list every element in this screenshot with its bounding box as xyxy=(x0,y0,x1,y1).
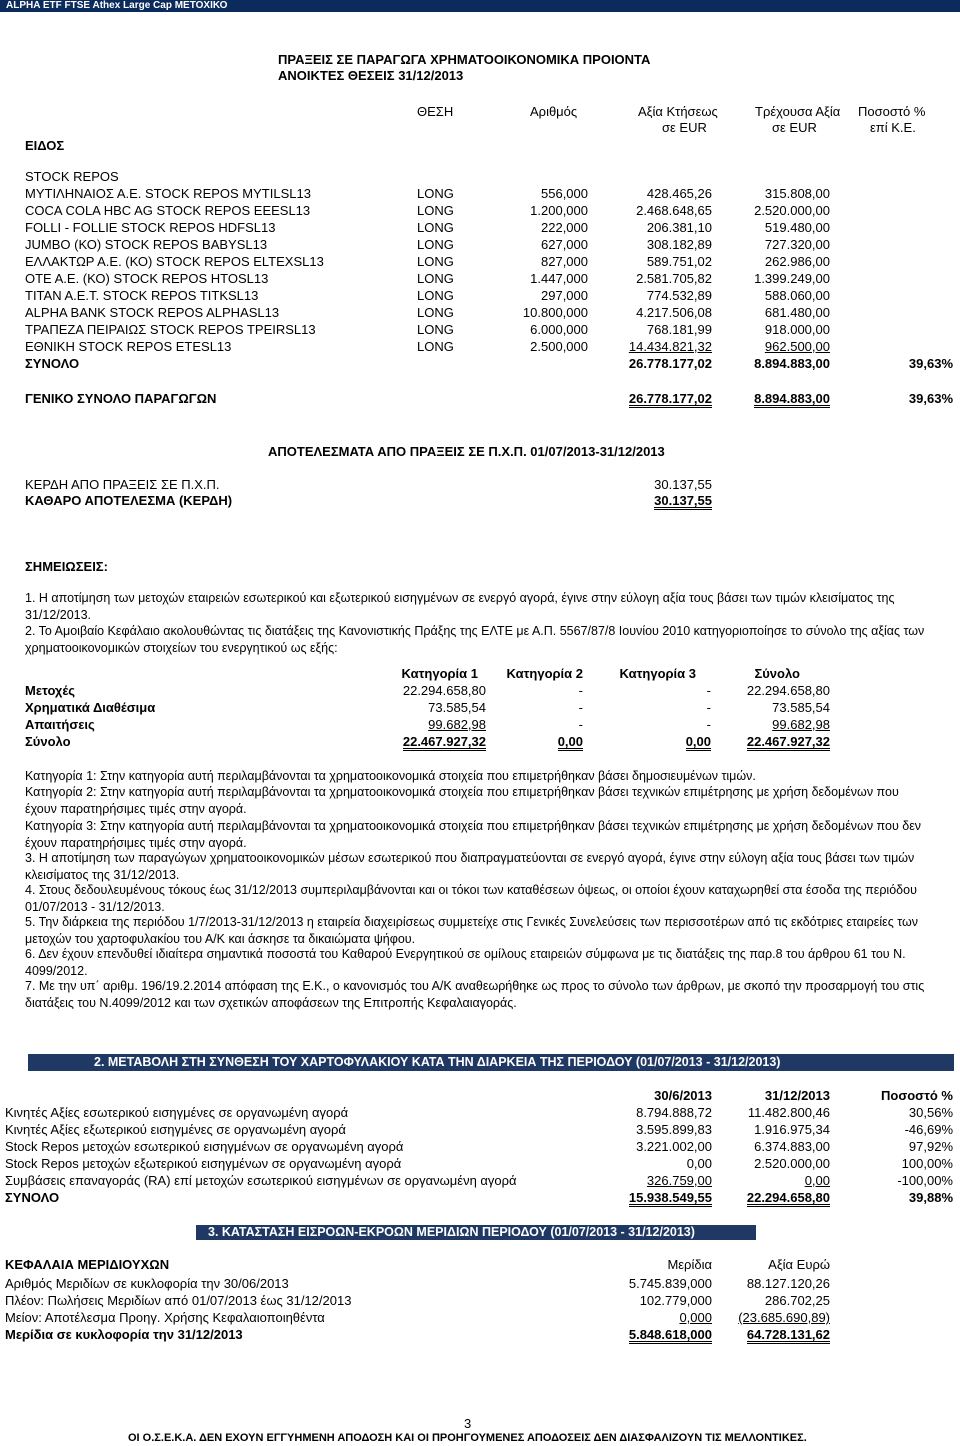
s2-row-label: Stock Repos μετοχών εξωτερικού εισηγμένων σε οργανωμένη αγορά xyxy=(5,1156,402,1171)
synolo-cost: 26.778.177,02 xyxy=(628,356,712,371)
position-qty: 6.000,000 xyxy=(530,322,588,337)
cat-desc-2: Κατηγορία 2: Στην κατηγορία αυτή περιλαμβάνονται τα χρηματοοικονομικά στοιχεία που επιμετρήθηκαν βάσει τεχνικών επιμέτρησης με χρήση δεδομένων που έχουν παρατηρήσιμες τιμές στην αγορά. xyxy=(25,785,899,816)
cat-row-c2-cell xyxy=(495,734,583,751)
s2-row-label: Κινητές Αξίες εξωτερικού εισηγμένες σε οργανωμένη αγορά xyxy=(5,1122,346,1137)
position-value: 519.480,00 xyxy=(764,220,830,235)
position-cost: 589.751,02 xyxy=(646,254,712,269)
synolo-label: ΣΥΝΟΛΟ xyxy=(25,356,80,371)
s2-row-a: 3.221.002,00 xyxy=(636,1139,712,1154)
cat-row-c1: 99.682,98 xyxy=(428,717,486,732)
position-qty: 827,000 xyxy=(541,254,588,269)
cat-row-label: Σύνολο xyxy=(25,734,71,749)
cat-row-label: Χρηματικά Διαθέσιμα xyxy=(25,700,156,715)
s2-row-c: -100,00% xyxy=(897,1173,953,1188)
s2-row-a: 8.794.888,72 xyxy=(636,1105,712,1120)
position-cost: 206.381,10 xyxy=(646,220,712,235)
s3-total-a-cell xyxy=(600,1327,712,1344)
cat-row-c3: 0,00 xyxy=(685,734,711,749)
position-name: ΟΤΕ Α.Ε. (ΚΟ) STOCK REPOS HTOSL13 xyxy=(25,271,269,286)
s2-row-c: 100,00% xyxy=(901,1156,953,1171)
s2-row-a: 3.595.899,83 xyxy=(636,1122,712,1137)
note-1: 1. Η αποτίμηση των μετοχών εταιρειών εσωτερικού και εξωτερικού εισηγμένων σε ενεργό αγορά, έγινε στην εύλογη αξία τους βάσει των τιμών κλεισίματος της 31/12/2013. xyxy=(25,591,895,622)
position-cost: 2.468.648,65 xyxy=(636,203,712,218)
position-name: ALPHA BANK STOCK REPOS ALPHASL13 xyxy=(25,305,280,320)
s2-col-a: 30/6/2013 xyxy=(654,1088,712,1103)
cat-desc-1: Κατηγορία 1: Στην κατηγορία αυτή περιλαμβάνονται τα χρηματοοικονομικά στοιχεία που επιμετρήθηκαν βάσει δημοσιευμένων τιμών. xyxy=(25,769,756,783)
s2-col-b: 31/12/2013 xyxy=(764,1088,830,1103)
position-cost: 2.581.705,82 xyxy=(636,271,712,286)
section2-banner xyxy=(28,1054,954,1071)
cat-head-total: Σύνολο xyxy=(754,666,800,681)
note-6: 6. Δεν έχουν επενδυθεί ιδιαίτερα σημαντικά ποσοστά του Καθαρού Ενεργητικού σε ομίλους εταιρειών σύμφωνα με τις διατάξεις της παρ.8 του άρθρου 61 του Ν. 4099/2012. xyxy=(25,947,906,978)
s2-row-b: 11.482.800,46 xyxy=(747,1105,830,1120)
col-arithmos: Αριθμός xyxy=(530,104,578,119)
report-subtitle: ΑΝΟΙΚΤΕΣ ΘΕΣΕΙΣ 31/12/2013 xyxy=(278,68,464,83)
geniko-label: ΓΕΝΙΚΟ ΣΥΝΟΛΟ ΠΑΡΑΓΩΓΩΝ xyxy=(25,391,217,406)
cat-row-total-cell xyxy=(720,734,830,751)
position-cost: 428.465,26 xyxy=(646,186,712,201)
position-value: 727.320,00 xyxy=(764,237,830,252)
s2-col-c: Ποσοστό % xyxy=(881,1088,953,1103)
position-type: LONG xyxy=(417,237,454,252)
cat-row-total: 22.467.927,32 xyxy=(746,734,830,749)
position-name: ΤΡΑΠΕΖΑ ΠΕΙΡΑΙΩΣ STOCK REPOS TPEIRSL13 xyxy=(25,322,316,337)
col-trexousa-2: σε EUR xyxy=(772,120,817,135)
s3-total-b-cell xyxy=(720,1327,830,1344)
header-bar xyxy=(0,0,960,12)
position-qty: 627,000 xyxy=(541,237,588,252)
s3-row-label: Πλέον: Πωλήσεις Μεριδίων από 01/07/2013 έως 31/12/2013 xyxy=(5,1293,352,1308)
s2-row-label: Stock Repos μετοχών εσωτερικού εισηγμένων σε οργανωμένη αγορά xyxy=(5,1139,404,1154)
cat-row-c3-cell xyxy=(610,734,711,751)
col-axia-ktisis-1: Αξία Κτήσεως xyxy=(638,104,718,119)
position-name: ΕΘΝΙΚΗ STOCK REPOS ETESL13 xyxy=(25,339,232,354)
position-qty: 222,000 xyxy=(541,220,588,235)
col-pososto-1: Ποσοστό % xyxy=(858,104,926,119)
results-gain-value: 30.137,55 xyxy=(654,477,712,492)
cat-row-c2: - xyxy=(578,700,583,715)
position-qty: 1.447,000 xyxy=(530,271,588,286)
position-cost: 308.182,89 xyxy=(646,237,712,252)
position-value: 1.399.249,00 xyxy=(754,271,830,286)
page-number: 3 xyxy=(464,1416,472,1431)
s2-row-b: 0,00 xyxy=(804,1173,830,1188)
cat-row-total: 99.682,98 xyxy=(772,717,830,732)
cat-row-label: Απαιτήσεις xyxy=(25,717,95,732)
position-cost: 14.434.821,32 xyxy=(628,339,712,354)
position-value: 962.500,00 xyxy=(764,339,830,354)
position-name: FOLLI - FOLLIE STOCK REPOS HDFSL13 xyxy=(25,220,276,235)
col-eidos: ΕΙΔΟΣ xyxy=(25,138,65,153)
report-title: ΠΡΑΞΕΙΣ ΣΕ ΠΑΡΑΓΩΓΑ ΧΡΗΜΑΤΟΟΙΚΟΝΟΜΙΚΑ ΠΡΟΙΟΝΤΑ xyxy=(278,52,651,67)
geniko-value: 8.894.883,00 xyxy=(754,391,830,406)
position-qty: 556,000 xyxy=(541,186,588,201)
position-type: LONG xyxy=(417,271,454,286)
results-gain-label: ΚΕΡΔΗ ΑΠΟ ΠΡΑΞΕΙΣ ΣΕ Π.Χ.Π. xyxy=(25,477,220,492)
s3-head-label: ΚΕΦΑΛΑΙΑ ΜΕΡΙΔΙΟΥΧΩΝ xyxy=(5,1257,170,1272)
position-type: LONG xyxy=(417,254,454,269)
col-pososto-2: επί Κ.Ε. xyxy=(870,120,916,135)
s3-total-a: 5.848.618,000 xyxy=(628,1327,712,1342)
position-type: LONG xyxy=(417,339,454,354)
position-type: LONG xyxy=(417,186,454,201)
col-axia-ktisis-2: σε EUR xyxy=(662,120,707,135)
position-value: 588.060,00 xyxy=(764,288,830,303)
position-cost: 768.181,99 xyxy=(646,322,712,337)
s2-total-c: 39,88% xyxy=(908,1190,953,1205)
s2-row-label: Συμβάσεις επαναγοράς (RA) επί μετοχών εσωτερικού εισηγμένων σε οργανωμένη αγορά xyxy=(5,1173,517,1188)
results-title: ΑΠΟΤΕΛΕΣΜΑΤΑ ΑΠΟ ΠΡΑΞΕΙΣ ΣΕ Π.Χ.Π. 01/07/2013-31/12/2013 xyxy=(268,444,665,459)
col-trexousa-1: Τρέχουσα Αξία xyxy=(755,104,841,119)
cat-head-2: Κατηγορία 2 xyxy=(506,666,583,681)
position-value: 681.480,00 xyxy=(764,305,830,320)
s2-row-b: 1.916.975,34 xyxy=(754,1122,830,1137)
cat-row-c1-cell xyxy=(380,734,486,751)
note-3: 3. Η αποτίμηση των παραγώγων χρηματοοικονομικών μέσων εσωτερικού που διαπραγματεύονται σε ενεργό αγορά, έγινε στην εύλογη αξία τους βάσει των τιμών κλεισίματος της 31/12/2013. xyxy=(25,851,915,882)
note-4: 4. Στους δεδουλευμένους τόκους έως 31/12/2013 συμπεριλαμβάνονται και οι τόκοι των καταθέσεων όψεως, οι οποίοι έχουν καταχωρηθεί στα έσοδα της περιόδου 01/07/2013 - 31/12/2013. xyxy=(25,883,917,914)
position-value: 262.986,00 xyxy=(764,254,830,269)
cat-row-total: 22.294.658,80 xyxy=(746,683,830,698)
s3-row-b: 88.127.120,26 xyxy=(746,1276,830,1291)
position-value: 918.000,00 xyxy=(764,322,830,337)
cat-row-label: Μετοχές xyxy=(25,683,76,698)
geniko-pct: 39,63% xyxy=(908,391,953,406)
cat-row-c1: 22.294.658,80 xyxy=(402,683,486,698)
position-name: ΜΥΤΙΛΗΝΑΙΟΣ Α.Ε. STOCK REPOS MYTILSL13 xyxy=(25,186,311,201)
s2-row-a: 326.759,00 xyxy=(646,1173,712,1188)
position-value: 315.808,00 xyxy=(764,186,830,201)
s2-row-c: 97,92% xyxy=(908,1139,953,1154)
s3-row-b: 286.702,25 xyxy=(764,1293,830,1308)
s3-col-b: Αξία Ευρώ xyxy=(768,1257,830,1272)
header-bar-text: ALPHA ETF FTSE Athex Large Cap ΜΕΤΟΧΙΚΟ xyxy=(6,0,228,11)
s2-row-a: 0,00 xyxy=(686,1156,712,1171)
position-type: LONG xyxy=(417,322,454,337)
position-type: LONG xyxy=(417,305,454,320)
s3-row-label: Αριθμός Μεριδίων σε κυκλοφορία την 30/06/2013 xyxy=(5,1276,289,1291)
position-name: ΤΙΤΑΝ Α.Ε.Τ. STOCK REPOS TITKSL13 xyxy=(25,288,259,303)
notes-title: ΣΗΜΕΙΩΣΕΙΣ: xyxy=(25,559,108,574)
cat-row-c1: 22.467.927,32 xyxy=(402,734,486,749)
results-net-value: 30.137,55 xyxy=(654,493,712,508)
s2-total-b-cell xyxy=(720,1190,830,1207)
position-qty: 297,000 xyxy=(541,288,588,303)
position-name: ΕΛΛΑΚΤΩΡ Α.Ε. (ΚΟ) STOCK REPOS ELTEXSL13 xyxy=(25,254,324,269)
cat-row-c2: - xyxy=(578,683,583,698)
position-type: LONG xyxy=(417,288,454,303)
position-type: LONG xyxy=(417,203,454,218)
s2-row-c: -46,69% xyxy=(904,1122,953,1137)
position-qty: 10.800,000 xyxy=(522,305,588,320)
cat-row-c2: - xyxy=(578,717,583,732)
cat-row-c3: - xyxy=(706,700,711,715)
s3-col-a: Μερίδια xyxy=(667,1257,712,1272)
position-name: COCA COLA HBC AG STOCK REPOS EEESL13 xyxy=(25,203,311,218)
s3-total-label: Μερίδια σε κυκλοφορία την 31/12/2013 xyxy=(5,1327,243,1342)
position-name: JUMBO (ΚΟ) STOCK REPOS BABYSL13 xyxy=(25,237,268,252)
section2-title: 2. ΜΕΤΑΒΟΛΗ ΣΤΗ ΣΥΝΘΕΣΗ ΤΟΥ ΧΑΡΤΟΦΥΛΑΚΙΟΥ ΚΑΤΑ ΤΗΝ ΔΙΑΡΚΕΙΑ ΤΗΣ ΠΕΡΙΟΔΟΥ (01/07/2013 - 31/12/2013) xyxy=(94,1055,781,1069)
footer-disclaimer: ΟΙ Ο.Σ.Ε.Κ.Α. ΔΕΝ ΕΧΟΥΝ ΕΓΓΥΗΜΕΝΗ ΑΠΟΔΟΣΗ ΚΑΙ ΟΙ ΠΡΟΗΓΟΥΜΕΝΕΣ ΑΠΟΔΟΣΕΙΣ ΔΕΝ ΔΙΑΣΦΑΛΙΖΟΥΝ ΤΙΣ ΜΕΛΛΟΝΤΙΚΕΣ. xyxy=(128,1432,807,1444)
s2-row-c: 30,56% xyxy=(908,1105,953,1120)
s3-row-label: Μείον: Αποτέλεσμα Προηγ. Χρήσης Κεφαλαιοποιηθέντα xyxy=(5,1310,325,1325)
s3-total-b: 64.728.131,62 xyxy=(746,1327,830,1342)
position-qty: 1.200,000 xyxy=(530,203,588,218)
section3-banner xyxy=(196,1225,756,1240)
synolo-pct: 39,63% xyxy=(908,356,953,371)
s2-row-label: Κινητές Αξίες εσωτερικού εισηγμένες σε οργανωμένη αγορά xyxy=(5,1105,349,1120)
section-stock-repos: STOCK REPOS xyxy=(25,169,119,184)
position-qty: 2.500,000 xyxy=(530,339,588,354)
cat-row-c3: - xyxy=(706,717,711,732)
s2-row-b: 2.520.000,00 xyxy=(754,1156,830,1171)
position-cost: 4.217.506,08 xyxy=(636,305,712,320)
s3-row-a: 102.779,000 xyxy=(639,1293,712,1308)
cat-desc-3: Κατηγορία 3: Στην κατηγορία αυτή περιλαμβάνονται τα χρηματοοικονομικά στοιχεία που επιμετρήθηκαν βάσει τεχνικών επιμέτρησης με χρήση δεδομένων που δεν έχουν παρατηρήσιμες τιμές στην αγορά. xyxy=(25,819,922,850)
geniko-cost: 26.778.177,02 xyxy=(628,391,712,406)
note-7: 7. Με την υπ΄ αριθμ. 196/19.2.2014 απόφαση της Ε.Κ., ο κανονισμός του Α/Κ αναθεωρήθηκε ως προς το σύνολο των άρθρων, με σκοπό την προσαρμογή του στις διατάξεις του Ν.4099/2012 και των σχετικών αποφάσεων της Επιτροπής Κεφαλαιαγοράς. xyxy=(25,979,925,1010)
position-type: LONG xyxy=(417,220,454,235)
col-thesi: ΘΕΣΗ xyxy=(417,104,454,119)
cat-row-total: 73.585,54 xyxy=(772,700,830,715)
position-value: 2.520.000,00 xyxy=(754,203,830,218)
cat-row-c3: - xyxy=(706,683,711,698)
note-2: 2. Το Αμοιβαίο Κεφάλαιο ακολουθώντας τις διατάξεις της Κανονιστικής Πράξης της ΕΛΤΕ με Α.Π. 5567/87/8 Ιουνίου 2010 κατηγοριοποίησε το σύνολο της αξίας των χρηματοοικονομικών στοιχείων του ενεργητικού ως εξής: xyxy=(25,624,925,655)
s2-row-b: 6.374.883,00 xyxy=(754,1139,830,1154)
cat-row-c2: 0,00 xyxy=(557,734,583,749)
cat-row-c1: 73.585,54 xyxy=(428,700,486,715)
s3-row-a: 5.745.839,000 xyxy=(628,1276,712,1291)
cat-head-3: Κατηγορία 3 xyxy=(619,666,696,681)
s3-row-a: 0,000 xyxy=(679,1310,712,1325)
s2-total-b: 22.294.658,80 xyxy=(746,1190,830,1205)
s3-row-b: (23.685.690,89) xyxy=(738,1310,830,1325)
results-net-label: ΚΑΘΑΡΟ ΑΠΟΤΕΛΕΣΜΑ (ΚΕΡΔΗ) xyxy=(25,493,233,508)
s2-total-a-cell xyxy=(600,1190,712,1207)
section3-title: 3. ΚΑΤΑΣΤΑΣΗ ΕΙΣΡΟΩΝ-ΕΚΡΟΩΝ ΜΕΡΙΔΙΩΝ ΠΕΡΙΟΔΟΥ (01/07/2013 - 31/12/2013) xyxy=(208,1225,695,1239)
position-cost: 774.532,89 xyxy=(646,288,712,303)
cat-head-1: Κατηγορία 1 xyxy=(401,666,478,681)
synolo-value: 8.894.883,00 xyxy=(754,356,830,371)
s2-total-a: 15.938.549,55 xyxy=(628,1190,712,1205)
s2-total-label: ΣΥΝΟΛΟ xyxy=(5,1190,60,1205)
note-5: 5. Την διάρκεια της περιόδου 1/7/2013-31/12/2013 η εταιρεία διαχειρίσεως συμμετείχε στις Γενικές Συνελεύσεις των περισσοτέρων από τις εκδότριες εταιρείες των μετοχών του χαρτοφυλακίου του Α/Κ και άσκησε τα δικαιώματα ψήφου. xyxy=(25,915,918,946)
